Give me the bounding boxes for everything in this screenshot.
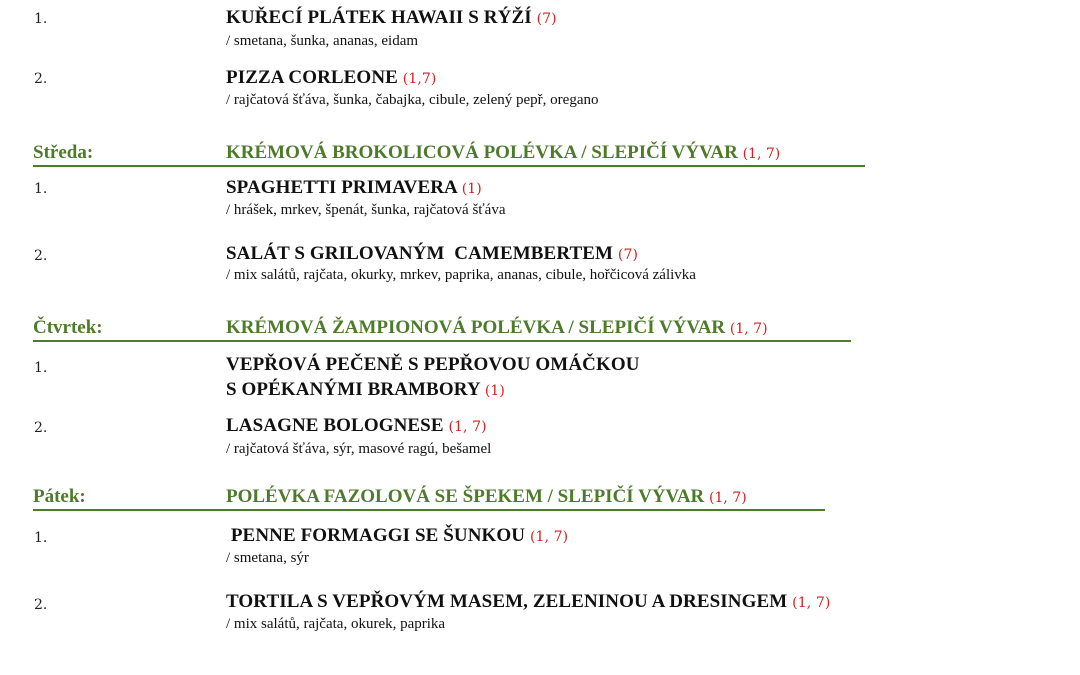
dish-ingredients: / rajčatová šťáva, šunka, čabajka, cibule, zelený pepř, oregano	[226, 92, 599, 108]
soup-name: KRÉMOVÁ BROKOLICOVÁ POLÉVKA / SLEPIČÍ VÝVAR	[226, 142, 738, 163]
dish-name	[226, 177, 482, 199]
allergen-codes: (7)	[617, 247, 639, 263]
soup-of-the-day	[226, 317, 768, 339]
heading-underline	[33, 165, 865, 167]
item-number: 1.	[34, 181, 48, 197]
soup-of-the-day	[226, 486, 747, 508]
day-label: Čtvrtek:	[33, 317, 103, 338]
dish-name-text: TORTILA S VEPŘOVÝM MASEM, ZELENINOU A DRESINGEM	[226, 591, 788, 612]
dish-name-text: S OPÉKANÝMI BRAMBORY	[226, 379, 480, 400]
dish-name	[226, 352, 640, 404]
item-number: 1.	[34, 360, 48, 376]
heading-underline	[33, 509, 825, 511]
item-number: 2.	[34, 248, 48, 264]
allergen-codes: (1, 7)	[709, 490, 747, 506]
day-heading-wednesday	[0, 142, 1080, 168]
dish-name-text: PIZZA CORLEONE	[226, 67, 398, 88]
dish-name	[226, 591, 830, 613]
allergen-codes: (1, 7)	[448, 419, 487, 435]
dish-name	[226, 67, 436, 89]
dish-name-text: LASAGNE BOLOGNESE	[226, 415, 444, 436]
day-heading-friday	[0, 486, 1080, 512]
allergen-codes: (1, 7)	[792, 595, 831, 611]
item-number: 1.	[34, 11, 48, 27]
item-number: 2.	[34, 597, 48, 613]
dish-name-text: KUŘECÍ PLÁTEK HAWAII S RÝŽÍ	[226, 7, 532, 28]
allergen-codes: (1, 7)	[729, 321, 768, 337]
dish-ingredients: / hrášek, mrkev, špenát, šunka, rajčatová šťáva	[226, 202, 506, 218]
dish-name	[226, 7, 557, 29]
day-heading-thursday	[0, 317, 1080, 343]
dish-name-text: SPAGHETTI PRIMAVERA	[226, 177, 457, 198]
day-label: Středa:	[33, 142, 94, 163]
allergen-codes: (1, 7)	[530, 529, 569, 545]
dish-name-line-1: VEPŘOVÁ PEČENĚ S PEPŘOVOU OMÁČKOU	[226, 354, 640, 375]
dish-name	[226, 525, 568, 547]
allergen-codes: (1,7)	[402, 71, 437, 87]
dish-ingredients: / mix salátů, rajčata, okurky, mrkev, paprika, ananas, cibule, hořčicová zálivka	[226, 267, 696, 283]
dish-ingredients: / smetana, sýr	[226, 550, 309, 566]
soup-name: KRÉMOVÁ ŽAMPIONOVÁ POLÉVKA / SLEPIČÍ VÝVAR	[226, 317, 726, 338]
item-number: 2.	[34, 420, 48, 436]
dish-ingredients: / rajčatová šťáva, sýr, masové ragú, bešamel	[226, 441, 492, 457]
soup-name: POLÉVKA FAZOLOVÁ SE ŠPEKEM / SLEPIČÍ VÝVAR	[226, 486, 705, 507]
heading-underline	[33, 340, 851, 342]
dish-ingredients: / mix salátů, rajčata, okurek, paprika	[226, 616, 446, 632]
allergen-codes: (1)	[484, 383, 505, 399]
dish-name	[226, 243, 638, 265]
dish-name	[226, 415, 487, 437]
item-number: 1.	[34, 530, 48, 546]
item-number: 2.	[34, 71, 48, 87]
allergen-codes: (1)	[461, 181, 482, 197]
allergen-codes: (1, 7)	[742, 146, 781, 162]
dish-name-text: PENNE FORMAGGI SE ŠUNKOU	[226, 525, 526, 546]
dish-name-text: SALÁT S GRILOVANÝM CAMEMBERTEM	[226, 243, 614, 264]
dish-ingredients: / smetana, šunka, ananas, eidam	[226, 33, 419, 49]
day-label: Pátek:	[33, 486, 86, 507]
soup-of-the-day	[226, 142, 780, 164]
allergen-codes: (7)	[536, 11, 557, 27]
dish-name-line-2	[226, 377, 640, 404]
